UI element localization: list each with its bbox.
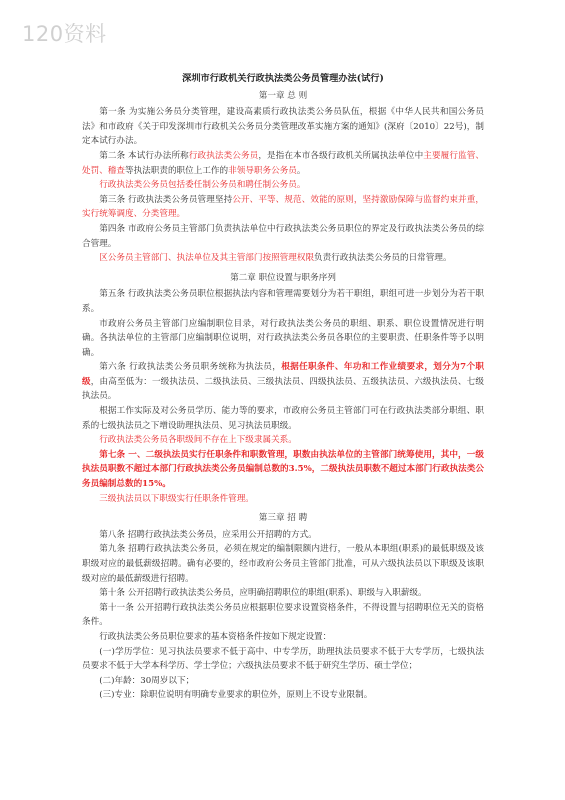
article-10: 第十条 公开招聘行政执法类公务员，应明确招聘职位的职组(职系)、职级与入职薪级。 [99, 588, 427, 599]
article-6-text-a: 第六条 行政执法类公务员职务统称为执法员， [99, 362, 282, 373]
article-4-highlight: 区公务员主管部门、执法单位及其主管部门按照管理权限 [99, 253, 315, 264]
article-11: 第十一条 公开招聘行政执法类公务员应根据职位要求设置资格条件，不得设置与招聘职位无关的资格条件。 [82, 602, 484, 628]
article-2-text-a: 第二条 本试行办法所称 [99, 150, 189, 161]
chapter-3-heading: 第三章 招 聘 [258, 513, 308, 524]
document-page [82, 72, 484, 703]
document-title: 深圳市行政机关行政执法类公务员管理办法(试行) [182, 73, 384, 84]
article-6 [82, 360, 484, 404]
article-2-text-d: 。 [296, 165, 306, 176]
article-9: 第九条 招聘行政执法类公务员，必须在规定的编制限额内进行，一般从本职组(职系)的最低职级及该职级对应的最低薪级招聘。确有必要的，经市政府公务员主管部门批准，可从六级执法员以下职级及该职级对应的最低薪级进行招聘。 [82, 544, 484, 584]
article-6-line-2: 根据工作实际及对公务员学历、能力等的要求，市政府公务员主管部门可在行政执法类部分职组、职系的七级执法员之下增设助理执法员、见习执法员职级。 [82, 406, 484, 431]
article-2-highlight-1: 行政执法类公务员 [188, 150, 259, 161]
article-7: 第七条 一、二级执法员实行任职条件和职数管理，职数由执法单位的主管部门统筹使用，其中，一级执法员职数不超过本部门行政执法类公务员编制总数的3.5%，二级执法员职数不超过本部门行政执法类公务员编制总数的15%。 [82, 449, 484, 490]
clause-1: (一)学历学位：见习执法员要求不低于高中、中专学历，助理执法员要求不低于大专学历，七级执法员要求不低于大学本科学历、学士学位；六级执法员要求不低于研究生学历、硕士学位； [82, 646, 484, 672]
article-2-highlight-3: 非领导职务公务员 [228, 165, 297, 176]
clause-2: (二)年龄：30周岁以下； [99, 675, 195, 686]
article-6-text-b: ，由高至低为：一级执法员、二级执法员、三级执法员、四级执法员、五级执法员、六级执法员、七级执法员。 [82, 376, 484, 402]
article-1: 第一条 为实施公务员分类管理，建设高素质行政执法类公务员队伍，根据《中华人民共和国公务员法》和市政府《关于印发深圳市行政机关公务员分类管理改革实施方案的通知》(深府〔2010〕22号)，制定本试行办法。 [82, 107, 484, 147]
article-2-line-2: 行政执法类公务员包括委任制公务员和聘任制公务员。 [99, 180, 306, 191]
article-2-text-b: ，是指在本市各级行政机关所属执法单位中 [258, 150, 424, 161]
watermark-logo: 120资料 [22, 22, 107, 46]
article-7-line-2: 三级执法员以下职级实行任职条件管理。 [99, 493, 254, 504]
article-4: 第四条 市政府公务员主管部门负责执法单位中行政执法类公务员职位的界定及行政执法类公务员的综合管理。 [82, 223, 484, 249]
chapter-2-heading: 第二章 职位设置与职务序列 [230, 272, 336, 283]
article-4-line-2 [82, 251, 484, 266]
article-3 [82, 193, 484, 222]
article-5: 第五条 行政执法类公务员职位根据执法内容和管理需要划分为若干职组，职组可进一步划分为若干职系。 [82, 289, 484, 314]
article-2-highlight-2: 主要履行监管、处罚、稽查 [82, 150, 484, 176]
article-5-line-2: 市政府公务员主管部门应编制职位目录，对行政执法类公务员的职组、职系、职位设置情况进行明确。各执法单位的主管部门应编制职位说明，对行政执法类公务员各职位的主要职责、任职条件等予以明确。 [82, 318, 484, 358]
article-3-highlight: 公开、平等、规范、效能的原则，坚持激励保障与监督约束并重，实行统筹调度、分类管理。 [82, 194, 484, 220]
clause-3: (三)专业：除职位说明有明确专业要求的职位外，原则上不设专业限制。 [99, 690, 373, 701]
article-8: 第八条 招聘行政执法类公务员，应采用公开招聘的方式。 [99, 529, 317, 540]
article-2-text-c: 等执法职责的职位上工作的 [124, 165, 229, 176]
chapter-1-heading: 第一章 总 则 [258, 90, 308, 101]
article-4-tail: 负责行政执法类公务员的日常管理。 [314, 253, 452, 264]
article-11-line-2: 行政执法类公务员职位要求的基本资格条件按如下规定设置： [99, 631, 332, 642]
article-6-line-3: 行政执法类公务员各职级间不存在上下级隶属关系。 [99, 435, 297, 446]
article-2 [82, 149, 484, 178]
article-3-text: 第三条 行政执法类公务员管理坚持 [99, 194, 233, 205]
article-6-highlight: 根据任职条件、年功和工作业绩要求，划分为7个职级 [82, 362, 485, 387]
